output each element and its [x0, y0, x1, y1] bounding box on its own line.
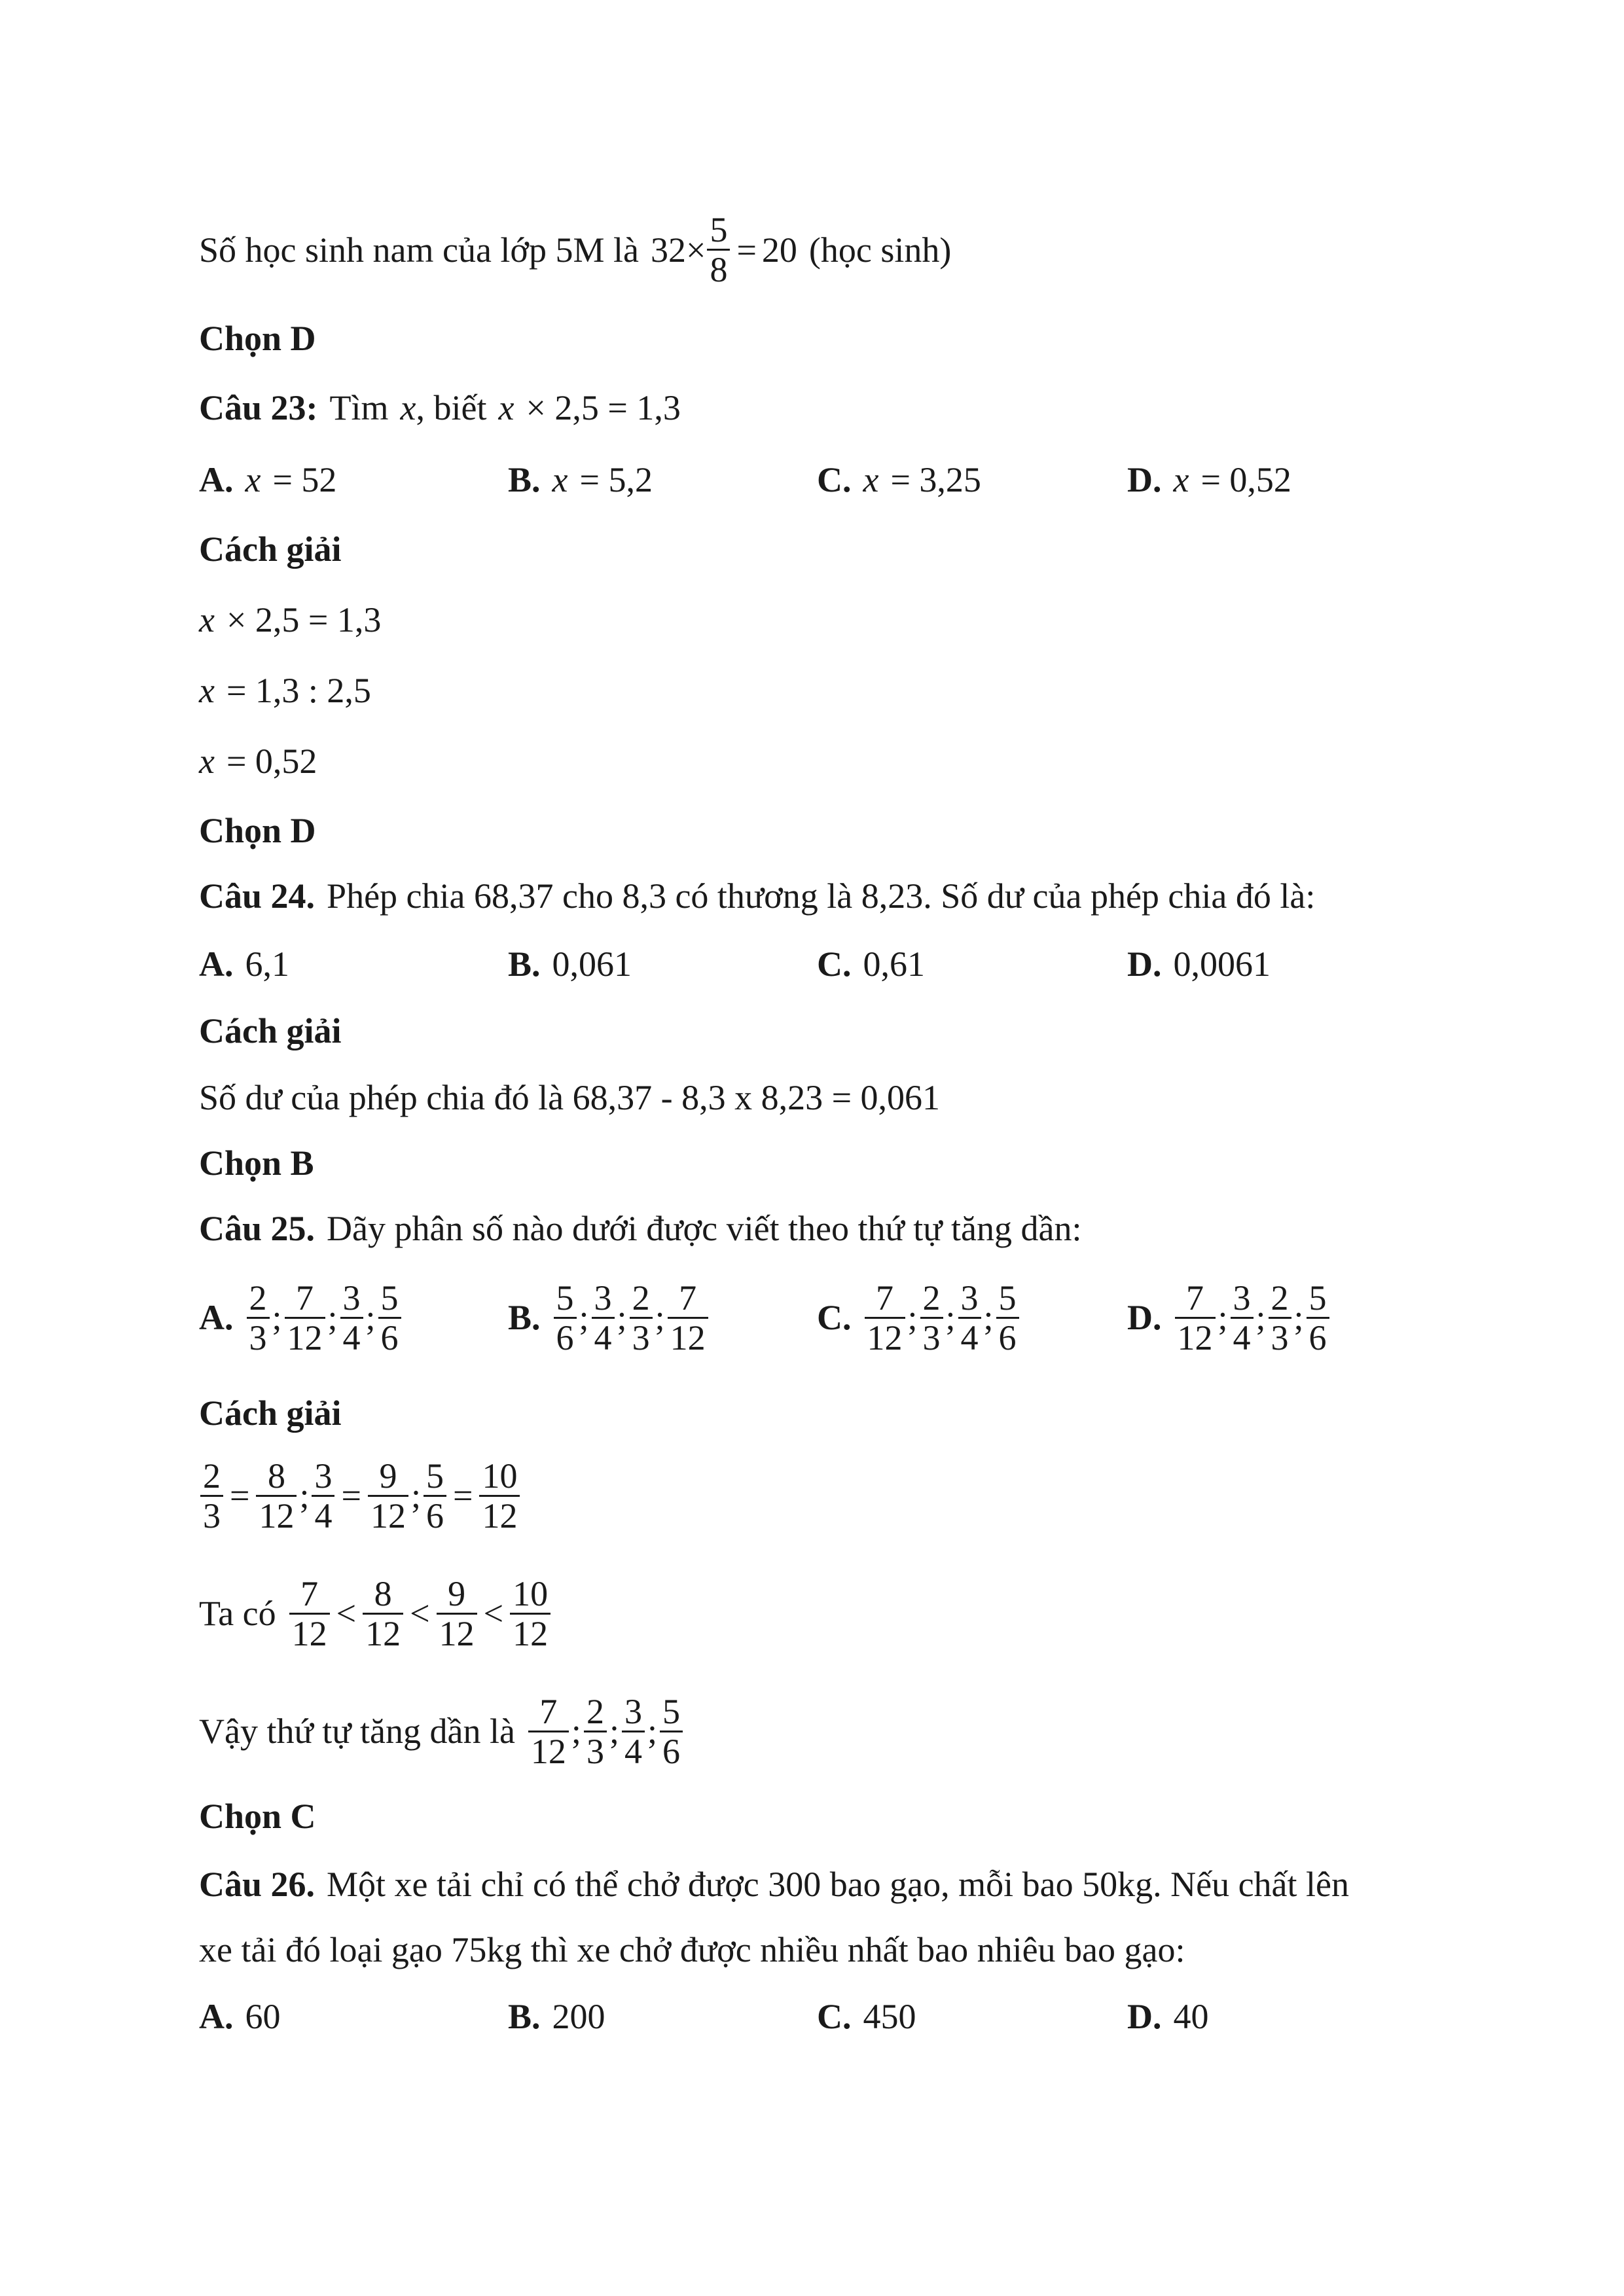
- solution-step: x × 2,5 = 1,3: [199, 600, 382, 639]
- fraction: [554, 1279, 577, 1357]
- option-d[interactable]: [1127, 1275, 1331, 1360]
- fraction: [592, 1279, 615, 1357]
- separator: ;: [609, 1712, 619, 1751]
- intro-result: 20: [761, 230, 797, 270]
- equals-sign: =: [736, 230, 757, 270]
- numerator: 5: [425, 1456, 444, 1496]
- equals-sign: =: [230, 1476, 250, 1515]
- fraction: [437, 1575, 477, 1653]
- intro-text: Số học sinh nam của lớp 5M là: [199, 230, 639, 270]
- option-letter: B.: [508, 1298, 541, 1337]
- denominator: 3: [247, 1317, 270, 1357]
- fraction: [363, 1575, 403, 1653]
- numerator: 7: [679, 1278, 697, 1318]
- solution-step: x = 0,52: [199, 742, 317, 781]
- numerator: 2: [632, 1278, 650, 1318]
- numerator: 7: [300, 1573, 319, 1613]
- answer-line: Chọn C: [199, 1797, 316, 1836]
- equals-sign: =: [341, 1476, 361, 1515]
- denominator: 4: [1231, 1317, 1254, 1357]
- options-row-24: [0, 942, 1624, 986]
- separator: <: [483, 1594, 504, 1633]
- intro-line: [199, 211, 951, 289]
- denominator: 12: [289, 1613, 330, 1653]
- numerator: 3: [314, 1456, 333, 1496]
- numerator: 7: [296, 1278, 314, 1318]
- fraction: [528, 1693, 569, 1770]
- numerator: 8: [374, 1573, 392, 1613]
- question-label: Câu 24.: [199, 876, 316, 916]
- fraction: [630, 1279, 653, 1357]
- denominator: 6: [554, 1317, 577, 1357]
- answer-line: Chọn D: [199, 319, 316, 358]
- solution-title: Cách giải: [199, 1393, 342, 1433]
- separator: ;: [647, 1712, 657, 1751]
- fraction: [1269, 1279, 1291, 1357]
- times-sign: ×: [685, 230, 706, 270]
- option-c[interactable]: C. 0,61: [817, 944, 925, 984]
- answer-line: Chọn B: [199, 1143, 314, 1183]
- options-row-23: [0, 458, 1624, 501]
- options-row-25: [0, 1275, 1624, 1360]
- option-b[interactable]: [508, 1275, 710, 1360]
- denominator: 12: [437, 1613, 477, 1653]
- denominator: 12: [1175, 1317, 1216, 1357]
- fraction: [996, 1279, 1019, 1357]
- numerator: 3: [594, 1278, 612, 1318]
- fraction: [1307, 1279, 1329, 1357]
- fraction: [285, 1279, 325, 1357]
- fraction: [1231, 1279, 1254, 1357]
- intro-unit: (học sinh): [808, 230, 952, 270]
- options-row-26: [0, 1995, 1624, 2038]
- question-label: Câu 26.: [199, 1865, 316, 1904]
- option-d[interactable]: D. 0,0061: [1127, 944, 1271, 984]
- fraction: [340, 1279, 363, 1357]
- denominator: 6: [660, 1731, 683, 1770]
- question-label: Câu 23:: [199, 388, 318, 427]
- numerator: 10: [482, 1456, 518, 1496]
- option-b[interactable]: B. 200: [508, 1997, 605, 2036]
- separator: ;: [571, 1712, 581, 1751]
- question-26: Câu 26. Một xe tải chỉ có thể chở được 300 bao gạo, mỗi bao 50kg. Nếu chất lên: [199, 1863, 1349, 1906]
- denominator: 4: [592, 1317, 615, 1357]
- option-b[interactable]: B. 0,061: [508, 944, 632, 984]
- denominator: 12: [668, 1317, 708, 1357]
- denominator: 4: [312, 1495, 334, 1535]
- denominator: 12: [528, 1731, 569, 1770]
- numerator: 2: [249, 1278, 267, 1318]
- separator: ;: [410, 1476, 421, 1515]
- numerator: 3: [1233, 1278, 1251, 1318]
- numerator: 3: [342, 1278, 361, 1318]
- separator: ;: [272, 1298, 282, 1337]
- question-label: Câu 25.: [199, 1209, 316, 1248]
- option-c[interactable]: [817, 1275, 1020, 1360]
- denominator: 4: [958, 1317, 981, 1357]
- fraction: [256, 1457, 297, 1535]
- numerator: 9: [448, 1573, 466, 1613]
- fraction: [368, 1457, 408, 1535]
- denominator: 3: [920, 1317, 943, 1357]
- option-a[interactable]: A. 60: [199, 1997, 281, 2036]
- option-b[interactable]: B. x = 5,2: [508, 460, 653, 499]
- numerator: 2: [203, 1456, 221, 1496]
- separator: ;: [299, 1476, 310, 1515]
- answer-line: Chọn D: [199, 811, 316, 850]
- denominator: 6: [996, 1317, 1019, 1357]
- fraction: [622, 1693, 645, 1770]
- separator: <: [336, 1594, 357, 1633]
- separator: ;: [1293, 1298, 1304, 1337]
- question-23: Câu 23: Tìm x , biết x × 2,5 = 1,3: [199, 386, 681, 429]
- option-letter: D.: [1127, 1298, 1162, 1337]
- separator: ;: [655, 1298, 665, 1337]
- denominator: 12: [363, 1613, 403, 1653]
- option-c[interactable]: C. 450: [817, 1997, 916, 2036]
- denominator: 3: [584, 1731, 607, 1770]
- fraction: [958, 1279, 981, 1357]
- numerator: 5: [380, 1278, 399, 1318]
- denominator: 3: [1269, 1317, 1291, 1357]
- separator: ;: [327, 1298, 338, 1337]
- fraction: [312, 1457, 334, 1535]
- denominator: 6: [1307, 1317, 1329, 1357]
- numerator: 7: [1186, 1278, 1204, 1318]
- equals-sign: =: [452, 1476, 473, 1515]
- numerator: 10: [513, 1573, 549, 1613]
- fraction-order: Vậy thứ tự tăng dần là $\frac{7}{12}$ ; $\frac{2}{3}$ ; $\frac{3}{4}$ ; $\frac{5}{6}$: [199, 1689, 684, 1774]
- numerator: 2: [1271, 1278, 1289, 1318]
- question-25: Câu 25. Dãy phân số nào dưới được viết theo thứ tự tăng dần:: [199, 1207, 1082, 1250]
- question-24: Câu 24. Phép chia 68,37 cho 8,3 có thương là 8,23. Số dư của phép chia đó là:: [199, 874, 1315, 918]
- separator: ;: [1218, 1298, 1228, 1337]
- option-a[interactable]: [199, 1275, 403, 1360]
- separator: ;: [907, 1298, 918, 1337]
- separator: ;: [983, 1298, 994, 1337]
- denominator: 12: [479, 1495, 520, 1535]
- solution-step: x = 1,3 : 2,5: [199, 671, 371, 710]
- denominator: 4: [622, 1731, 645, 1770]
- fraction: [479, 1457, 520, 1535]
- numerator: 7: [876, 1278, 893, 1318]
- denominator: 12: [285, 1317, 325, 1357]
- option-c[interactable]: C. x = 3,25: [817, 460, 981, 499]
- denominator: 4: [340, 1317, 363, 1357]
- separator: ;: [579, 1298, 589, 1337]
- fraction: [668, 1279, 708, 1357]
- separator: ;: [365, 1298, 376, 1337]
- denominator: 6: [424, 1495, 446, 1535]
- numerator: 3: [960, 1278, 979, 1318]
- fraction-conversion: [199, 1453, 521, 1538]
- option-a[interactable]: A. x = 52: [199, 460, 337, 499]
- numerator: 5: [556, 1278, 574, 1318]
- solution-title: Cách giải: [199, 1011, 342, 1050]
- denominator: 3: [630, 1317, 653, 1357]
- separator: ;: [617, 1298, 627, 1337]
- fraction-comparison: Ta có $\frac{7}{12}$ < $\frac{8}{12}$ < $\frac{9}{12}$ < $\frac{10}{12}$: [199, 1571, 552, 1656]
- fraction: [1175, 1279, 1216, 1357]
- question-26-cont: xe tải đó loại gạo 75kg thì xe chở được nhiều nhất bao nhiêu bao gạo:: [199, 1930, 1185, 1969]
- numerator: 5: [662, 1691, 680, 1731]
- solution-title: Cách giải: [199, 529, 342, 569]
- intro-number: 32: [650, 230, 686, 270]
- option-d[interactable]: D. 40: [1127, 1997, 1209, 2036]
- numerator: 5: [998, 1278, 1017, 1318]
- option-letter: A.: [199, 1298, 234, 1337]
- numerator: 9: [379, 1456, 397, 1496]
- fraction: [865, 1279, 905, 1357]
- fraction: [424, 1457, 446, 1535]
- fraction: [510, 1575, 550, 1653]
- option-d[interactable]: D. x = 0,52: [1127, 460, 1291, 499]
- numerator: 7: [539, 1691, 558, 1731]
- numerator: 8: [267, 1456, 285, 1496]
- denominator: 12: [256, 1495, 297, 1535]
- option-letter: C.: [817, 1298, 852, 1337]
- option-a[interactable]: A. 6,1: [199, 944, 289, 984]
- fraction: [378, 1279, 401, 1357]
- fraction: [920, 1279, 943, 1357]
- separator: ;: [945, 1298, 956, 1337]
- denominator: 12: [510, 1613, 550, 1653]
- denominator: 6: [378, 1317, 401, 1357]
- separator: <: [410, 1594, 430, 1633]
- denominator: 3: [200, 1495, 223, 1535]
- fraction: $\frac{5}{8}$: [707, 211, 730, 289]
- fraction: [200, 1457, 223, 1535]
- numerator: 2: [922, 1278, 941, 1318]
- fraction: [584, 1693, 607, 1770]
- numerator: 5: [1308, 1278, 1327, 1318]
- fraction: [660, 1693, 683, 1770]
- denominator: 12: [368, 1495, 408, 1535]
- separator: ;: [1255, 1298, 1266, 1337]
- fraction: [289, 1575, 330, 1653]
- solution-text: Số dư của phép chia đó là 68,37 - 8,3 x 8,23 = 0,061: [199, 1078, 941, 1117]
- fraction: [247, 1279, 270, 1357]
- denominator: 12: [865, 1317, 905, 1357]
- numerator: 3: [624, 1691, 642, 1731]
- numerator: 2: [586, 1691, 604, 1731]
